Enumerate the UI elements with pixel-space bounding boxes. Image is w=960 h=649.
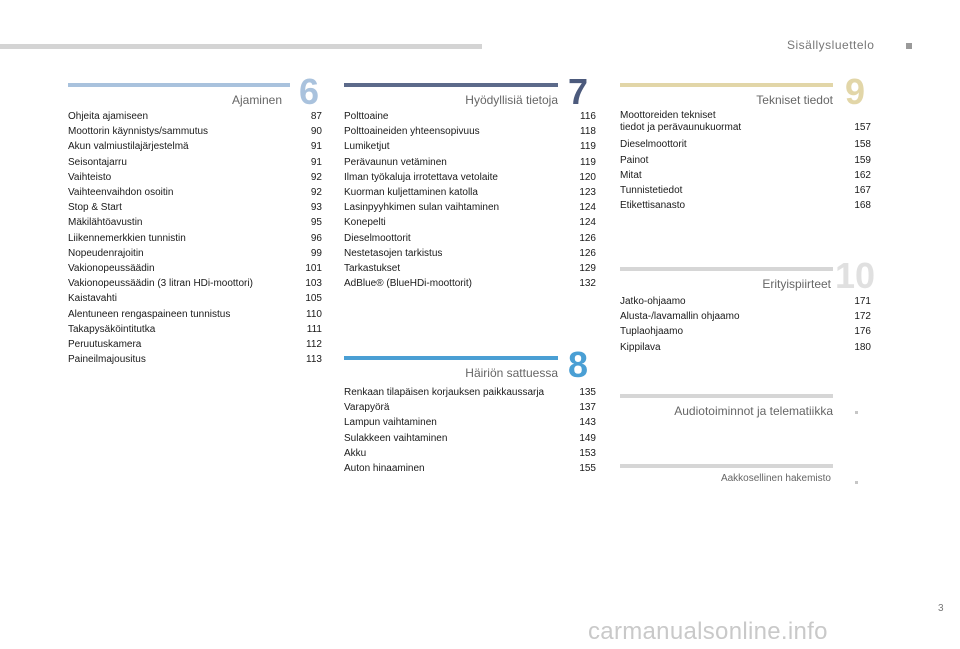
toc-entry[interactable]: [68, 215, 322, 230]
top-decoration-bar: [0, 44, 482, 49]
section-bar: [620, 464, 833, 468]
section-hairion-sattuessa: [344, 344, 596, 475]
entry-label: Akku: [344, 447, 367, 459]
toc-entry[interactable]: [344, 276, 596, 291]
entry-label: Seisontajarru: [68, 156, 127, 168]
toc-entry[interactable]: [68, 155, 322, 170]
toc-entry[interactable]: [620, 309, 871, 324]
toc-entry[interactable]: [620, 294, 871, 309]
page-header-title: Sisällysluettelo: [787, 38, 875, 52]
toc-entry[interactable]: [68, 139, 322, 154]
section-bar: [344, 83, 558, 87]
entry-page: 118: [580, 126, 596, 138]
toc-entry[interactable]: [344, 446, 596, 461]
section-dot-icon: [855, 411, 858, 414]
entry-page: 92: [310, 171, 322, 183]
entry-label: Jatko-ohjaamo: [620, 296, 686, 307]
entry-label: Dieselmoottorit: [344, 232, 411, 244]
entry-label: AdBlue® (BlueHDi-moottorit): [344, 278, 472, 290]
toc-entry[interactable]: [68, 124, 322, 139]
section-bar: [620, 267, 833, 271]
entry-label: Kuorman kuljettaminen katolla: [344, 187, 478, 199]
toc-entry[interactable]: [344, 200, 596, 215]
toc-entry[interactable]: [620, 110, 871, 134]
toc-entry[interactable]: [68, 231, 322, 246]
toc-entry[interactable]: [68, 109, 322, 124]
entry-list: [68, 109, 322, 367]
entry-label: Lampun vaihtaminen: [344, 417, 437, 429]
toc-entry[interactable]: [620, 340, 871, 355]
toc-entry[interactable]: [344, 385, 596, 400]
toc-entry[interactable]: [344, 124, 596, 139]
section-audiotoiminnot[interactable]: [620, 391, 871, 431]
section-bar: [68, 83, 290, 87]
entry-page: 119: [580, 156, 596, 168]
section-title: Erityispiirteet: [762, 277, 831, 291]
section-number: 10: [834, 255, 875, 296]
entry-page: 167: [854, 185, 871, 197]
entry-list: [344, 385, 596, 476]
entry-label: Polttoaine: [344, 111, 389, 122]
entry-page: 124: [579, 217, 596, 229]
entry-page: 124: [579, 202, 596, 214]
entry-label: Etikettisanasto: [620, 200, 686, 212]
entry-label: Auton hinaaminen: [344, 463, 425, 475]
entry-label: Vakionopeussäädin: [68, 263, 155, 275]
toc-entry[interactable]: [620, 324, 871, 339]
entry-label: Peruutuskamera: [68, 339, 142, 351]
entry-label: Nestetasojen tarkistus: [344, 247, 443, 259]
entry-page: 91: [310, 141, 322, 153]
entry-page: 168: [854, 200, 871, 212]
entry-label: Vaihteisto: [68, 171, 112, 183]
entry-label: Ohjeita ajamiseen: [68, 111, 149, 122]
entry-page: 99: [310, 247, 322, 259]
toc-entry[interactable]: [344, 139, 596, 154]
toc-entry[interactable]: [68, 322, 322, 337]
toc-entry[interactable]: [344, 400, 596, 415]
toc-entry[interactable]: [344, 261, 596, 276]
section-tekniset-tiedot: [620, 71, 871, 212]
entry-page: 112: [306, 339, 322, 351]
section-title: Tekniset tiedot: [756, 93, 833, 107]
entry-page: 137: [579, 402, 596, 414]
header-square-icon: [906, 43, 912, 49]
entry-label: Lumiketjut: [344, 141, 390, 153]
section-title: Aakkosellinen hakemisto: [720, 473, 831, 484]
entry-page: 158: [854, 139, 871, 151]
toc-entry[interactable]: [344, 215, 596, 230]
section-bar: [344, 356, 558, 360]
entry-page: 123: [579, 187, 596, 199]
entry-page: 101: [305, 263, 322, 275]
entry-label: Kippilava: [620, 341, 661, 353]
section-aakkosellinen-hakemisto[interactable]: [620, 461, 871, 501]
entry-page: 153: [579, 447, 596, 459]
entry-list: [620, 110, 871, 213]
section-ajaminen: [68, 71, 322, 366]
entry-label: Tuplaohjaamo: [620, 326, 684, 338]
entry-label: Tunnistetiedot: [620, 185, 683, 197]
toc-entry[interactable]: [68, 185, 322, 200]
toc-entry[interactable]: [620, 183, 871, 198]
entry-page: 149: [579, 432, 596, 444]
page-number: 3: [938, 603, 944, 614]
toc-entry[interactable]: [344, 415, 596, 430]
entry-label: Polttoaineiden yhteensopivuus: [344, 126, 480, 138]
entry-label: Painot: [620, 154, 649, 166]
entry-page: 91: [310, 156, 322, 168]
entry-label: Paineilmajousitus: [68, 354, 146, 366]
entry-label: Nopeudenrajoitin: [68, 247, 144, 259]
entry-page: 176: [854, 326, 871, 338]
entry-page: 96: [310, 232, 322, 244]
entry-label: Moottoreiden tekniset tiedot ja perävaunukuormat: [620, 110, 742, 134]
entry-page: 87: [310, 111, 322, 122]
section-bar: [620, 394, 833, 398]
entry-page: 135: [579, 387, 596, 398]
toc-entry[interactable]: [68, 307, 322, 322]
toc-entry[interactable]: [68, 200, 322, 215]
entry-page: 180: [854, 341, 871, 353]
toc-entry[interactable]: [68, 276, 322, 291]
entry-label: Akun valmiustilajärjestelmä: [68, 141, 189, 153]
entry-label: Alentuneen rengaspaineen tunnistus: [68, 308, 231, 320]
entry-page: 93: [310, 202, 322, 214]
toc-entry[interactable]: [620, 198, 871, 213]
entry-page: 103: [305, 278, 322, 290]
toc-entry[interactable]: [344, 155, 596, 170]
section-number: 7: [567, 71, 588, 112]
entry-label: Alusta-/lavamallin ohjaamo: [620, 311, 740, 323]
section-hyodyllisia-tietoja: [344, 71, 596, 290]
section-title: Hyödyllisiä tietoja: [465, 93, 558, 107]
entry-label: Varapyörä: [344, 402, 390, 414]
toc-entry[interactable]: [68, 352, 322, 367]
entry-label: Perävaunun vetäminen: [344, 156, 447, 168]
toc-entry[interactable]: [344, 185, 596, 200]
entry-page: 143: [579, 417, 596, 429]
entry-label: Moottorin käynnistys/sammutus: [68, 126, 209, 138]
entry-label: Stop & Start: [68, 202, 122, 214]
entry-page: 126: [579, 247, 596, 259]
toc-entry[interactable]: [68, 170, 322, 185]
toc-entry[interactable]: [620, 168, 871, 183]
entry-page: 111: [306, 323, 322, 335]
entry-label: Kaistavahti: [68, 293, 117, 305]
entry-page: 126: [579, 232, 596, 244]
entry-page: 171: [854, 296, 871, 307]
entry-label: Vakionopeussäädin (3 litran HDi-moottori): [68, 278, 253, 290]
entry-page: 162: [854, 169, 871, 181]
entry-page: 120: [579, 171, 596, 183]
entry-label: Mäkilähtöavustin: [68, 217, 143, 229]
entry-page: 105: [305, 293, 322, 305]
section-title: Ajaminen: [231, 93, 282, 107]
toc-entry[interactable]: [344, 109, 596, 124]
toc-entry[interactable]: [620, 153, 871, 168]
section-bar: [620, 83, 833, 87]
entry-page: 172: [854, 311, 871, 323]
watermark: carmanualsonline.info: [588, 618, 828, 645]
entry-label: Lasinpyyhkimen sulan vaihtaminen: [344, 202, 500, 214]
entry-label: Liikennemerkkien tunnistin: [68, 232, 186, 244]
section-title: Häiriön sattuessa: [465, 366, 558, 380]
entry-page: 116: [580, 111, 596, 122]
toc-entry[interactable]: [344, 461, 596, 476]
toc-entry[interactable]: [344, 231, 596, 246]
section-title: Audiotoiminnot ja telematiikka: [674, 404, 833, 418]
entry-list: [620, 294, 871, 355]
entry-label: Takapysäköintitutka: [68, 323, 156, 335]
entry-label: Renkaan tilapäisen korjauksen paikkaussarja: [344, 387, 545, 398]
entry-label: Dieselmoottorit: [620, 139, 687, 151]
entry-label: Sulakkeen vaihtaminen: [344, 432, 448, 444]
entry-label: Ilman työkaluja irrotettava vetolaite: [344, 171, 498, 183]
entry-page: 113: [306, 354, 322, 366]
toc-entry[interactable]: [68, 246, 322, 261]
entry-label: Tarkastukset: [344, 263, 401, 275]
entry-label: Vaihteenvaihdon osoitin: [68, 187, 174, 199]
entry-label: Konepelti: [344, 217, 386, 229]
entry-page: 159: [854, 154, 871, 166]
toc-entry[interactable]: [344, 246, 596, 261]
toc-entry[interactable]: [344, 170, 596, 185]
entry-page: 90: [310, 126, 322, 138]
section-number: 6: [298, 71, 319, 112]
entry-page: 119: [580, 141, 596, 153]
entry-page: 95: [310, 217, 322, 229]
toc-entry[interactable]: [68, 261, 322, 276]
entry-list: [344, 109, 596, 291]
entry-page: 132: [579, 278, 596, 290]
entry-label: Mitat: [620, 169, 642, 181]
section-dot-icon: [855, 481, 858, 484]
entry-page: 92: [310, 187, 322, 199]
toc-entry[interactable]: [68, 291, 322, 306]
section-number: 9: [844, 71, 865, 112]
toc-entry[interactable]: [68, 337, 322, 352]
toc-entry[interactable]: [620, 137, 871, 152]
section-erityispiirteet: [620, 255, 875, 353]
entry-page: 129: [579, 263, 596, 275]
entry-page: 110: [306, 308, 322, 320]
entry-page: 157: [854, 122, 871, 134]
entry-page: 155: [579, 463, 596, 475]
toc-entry[interactable]: [344, 431, 596, 446]
section-number: 8: [567, 344, 588, 385]
